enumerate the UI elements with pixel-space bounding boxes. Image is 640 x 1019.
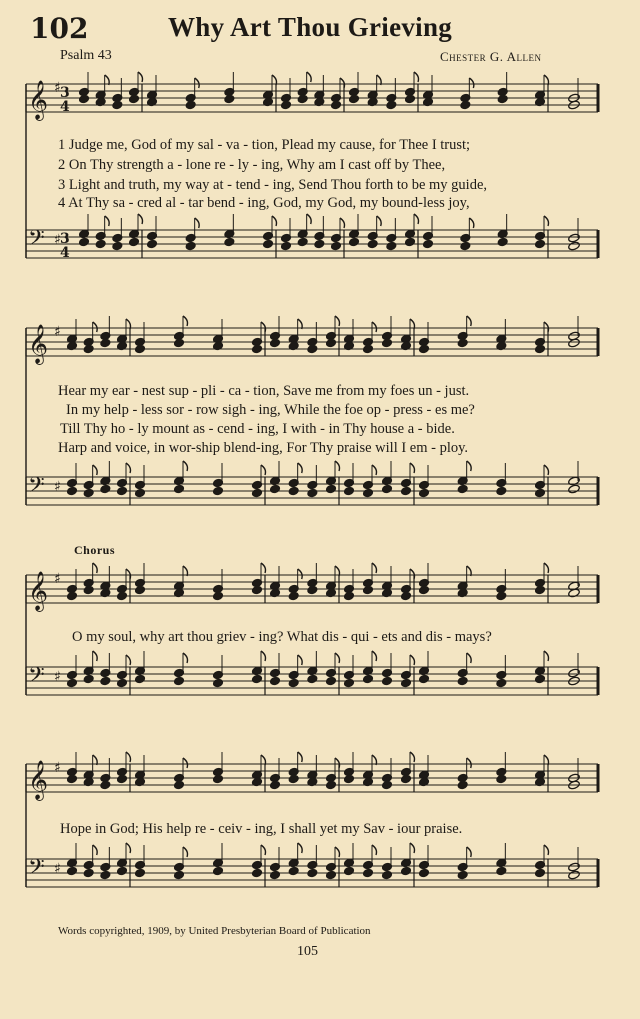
note-head bbox=[147, 239, 158, 248]
note-head bbox=[281, 241, 292, 250]
note-flag bbox=[469, 218, 474, 228]
note-head bbox=[344, 678, 355, 687]
note-head bbox=[344, 591, 355, 600]
note-head bbox=[419, 585, 430, 594]
note-head bbox=[174, 676, 185, 685]
note-head bbox=[297, 94, 308, 103]
note-head bbox=[382, 676, 393, 685]
lyric-line: In my help - less sor - row sigh - ing, While the foe op - press - es me? bbox=[66, 402, 475, 418]
lyric-line: O my soul, why art thou griev - ing? What dis - qui - ets and dis - mays? bbox=[72, 629, 492, 645]
time-signature: 4 bbox=[60, 99, 70, 115]
bass-clef-icon: 𝄢 bbox=[28, 855, 45, 885]
bass-clef-icon: 𝄢 bbox=[28, 226, 45, 256]
sharp-icon: ♯ bbox=[54, 324, 61, 340]
note-head bbox=[79, 237, 90, 246]
lyric-line: 3 Light and truth, my way at - tend - ing, Send Thou forth to be my guide, bbox=[58, 177, 488, 193]
note-head bbox=[270, 338, 281, 347]
note-flag bbox=[183, 847, 188, 857]
note-head bbox=[568, 870, 581, 880]
note-head bbox=[349, 94, 360, 103]
note-head bbox=[344, 774, 355, 783]
note-head bbox=[174, 780, 185, 789]
note-head bbox=[419, 868, 430, 877]
note-flag bbox=[261, 651, 266, 661]
note-head bbox=[307, 344, 318, 353]
note-flag bbox=[377, 216, 382, 226]
note-head bbox=[331, 241, 342, 250]
note-head bbox=[288, 678, 299, 687]
note-flag bbox=[414, 214, 419, 224]
note-head bbox=[135, 674, 146, 683]
note-head bbox=[83, 585, 94, 594]
time-signature: 3 bbox=[60, 85, 70, 101]
note-head bbox=[213, 591, 224, 600]
note-head bbox=[535, 488, 546, 497]
note-head bbox=[288, 486, 299, 495]
note-head bbox=[117, 486, 128, 495]
note-head bbox=[224, 237, 235, 246]
note-head bbox=[535, 868, 546, 877]
note-head bbox=[326, 484, 337, 493]
note-head bbox=[419, 674, 430, 683]
note-head bbox=[401, 486, 412, 495]
note-flag bbox=[372, 465, 377, 475]
note-head bbox=[252, 488, 263, 497]
note-flag bbox=[410, 843, 415, 853]
note-head bbox=[270, 780, 281, 789]
lyric-line: Till Thy ho - ly mount as - cend - ing, I with - in Thy house a - bide. bbox=[60, 421, 455, 437]
note-head bbox=[497, 94, 508, 103]
note-head bbox=[382, 484, 393, 493]
note-flag bbox=[298, 655, 303, 665]
note-head bbox=[535, 344, 546, 353]
note-flag bbox=[307, 214, 312, 224]
note-head bbox=[100, 780, 111, 789]
note-head bbox=[349, 237, 360, 246]
note-head bbox=[135, 585, 146, 594]
note-head bbox=[213, 486, 224, 495]
note-head bbox=[288, 866, 299, 875]
note-head bbox=[213, 678, 224, 687]
note-flag bbox=[544, 845, 549, 855]
note-flag bbox=[138, 72, 143, 82]
note-head bbox=[314, 239, 325, 248]
note-flag bbox=[93, 651, 98, 661]
note-flag bbox=[261, 465, 266, 475]
note-head bbox=[135, 488, 146, 497]
note-head bbox=[117, 678, 128, 687]
note-flag bbox=[126, 463, 131, 473]
hymn-number: 102 bbox=[30, 12, 89, 45]
note-head bbox=[252, 868, 263, 877]
note-flag bbox=[126, 655, 131, 665]
note-flag bbox=[467, 316, 472, 326]
treble-clef-icon: 𝄞 bbox=[28, 80, 49, 120]
note-head bbox=[457, 780, 468, 789]
note-head bbox=[401, 591, 412, 600]
note-head bbox=[100, 676, 111, 685]
note-head bbox=[326, 870, 337, 879]
note-head bbox=[363, 868, 374, 877]
note-head bbox=[363, 585, 374, 594]
note-flag bbox=[544, 563, 549, 573]
note-head bbox=[67, 591, 78, 600]
note-flag bbox=[544, 216, 549, 226]
note-head bbox=[460, 100, 471, 109]
lyric-line: 1 Judge me, God of my sal - va - tion, Plead my cause, for Thee I trust; bbox=[58, 137, 471, 153]
note-flag bbox=[93, 322, 98, 332]
note-flag bbox=[93, 845, 98, 855]
note-head bbox=[67, 678, 78, 687]
note-head bbox=[401, 866, 412, 875]
note-head bbox=[344, 866, 355, 875]
note-head bbox=[497, 237, 508, 246]
note-head bbox=[174, 484, 185, 493]
note-head bbox=[386, 100, 397, 109]
note-head bbox=[307, 585, 318, 594]
lyric-line: Hear my ear - nest sup - pli - ca - tion, Save me from my foes un - just. bbox=[58, 383, 470, 399]
note-flag bbox=[126, 752, 131, 762]
note-head bbox=[496, 678, 507, 687]
note-head bbox=[174, 870, 185, 879]
note-flag bbox=[410, 655, 415, 665]
note-head bbox=[307, 488, 318, 497]
note-flag bbox=[93, 563, 98, 573]
copyright-notice: Words copyrighted, 1909, by United Presbyterian Board of Publication bbox=[58, 925, 371, 937]
note-head bbox=[535, 674, 546, 683]
note-flag bbox=[298, 843, 303, 853]
note-head bbox=[331, 100, 342, 109]
time-signature: 3 bbox=[60, 231, 70, 247]
lyric-line: 4 At Thy sa - cred al - tar bend - ing, God, my God, my bound-less joy, bbox=[58, 195, 470, 211]
note-flag bbox=[544, 651, 549, 661]
note-flag bbox=[195, 78, 200, 88]
note-head bbox=[457, 870, 468, 879]
note-head bbox=[185, 100, 196, 109]
note-head bbox=[83, 344, 94, 353]
note-head bbox=[270, 676, 281, 685]
lyric-line: 2 On Thy strength a - lone re - ly - ing, Why am I cast off by Thee, bbox=[58, 157, 446, 173]
note-flag bbox=[335, 461, 340, 471]
note-head bbox=[568, 484, 581, 494]
note-head bbox=[67, 774, 78, 783]
note-head bbox=[100, 338, 111, 347]
note-flag bbox=[410, 752, 415, 762]
note-head bbox=[67, 866, 78, 875]
note-head bbox=[568, 241, 581, 251]
note-head bbox=[129, 237, 140, 246]
note-head bbox=[117, 774, 128, 783]
note-flag bbox=[93, 465, 98, 475]
note-head bbox=[496, 866, 507, 875]
note-head bbox=[174, 338, 185, 347]
composer-credit: Chester G. Allen bbox=[440, 49, 542, 64]
note-head bbox=[419, 344, 430, 353]
note-head bbox=[419, 488, 430, 497]
note-head bbox=[382, 338, 393, 347]
note-head bbox=[83, 868, 94, 877]
note-flag bbox=[410, 569, 415, 579]
lyric-line: Hope in God; His help re - ceiv - ing, I shall yet my Sav - iour praise. bbox=[60, 821, 463, 837]
note-flag bbox=[544, 465, 549, 475]
note-head bbox=[252, 585, 263, 594]
note-flag bbox=[183, 758, 188, 768]
time-signature: 4 bbox=[60, 245, 70, 261]
note-head bbox=[112, 100, 123, 109]
note-head bbox=[288, 774, 299, 783]
note-head bbox=[307, 674, 318, 683]
note-head bbox=[401, 678, 412, 687]
note-flag bbox=[372, 563, 377, 573]
note-flag bbox=[544, 322, 549, 332]
note-head bbox=[496, 486, 507, 495]
note-flag bbox=[272, 216, 277, 226]
note-head bbox=[263, 239, 274, 248]
note-head bbox=[117, 866, 128, 875]
note-head bbox=[270, 484, 281, 493]
note-flag bbox=[340, 78, 345, 88]
note-head bbox=[79, 94, 90, 103]
treble-clef-icon: 𝄞 bbox=[28, 760, 49, 800]
note-flag bbox=[183, 461, 188, 471]
note-head bbox=[117, 591, 128, 600]
sharp-icon: ♯ bbox=[54, 232, 61, 248]
note-head bbox=[281, 100, 292, 109]
lyric-line: Harp and voice, in wor-ship blend-ing, For Thy praise will I em - ploy. bbox=[58, 440, 469, 456]
note-head bbox=[535, 239, 546, 248]
note-flag bbox=[298, 463, 303, 473]
sharp-icon: ♯ bbox=[54, 80, 61, 96]
note-flag bbox=[469, 78, 474, 88]
note-head bbox=[112, 241, 123, 250]
note-flag bbox=[183, 653, 188, 663]
note-flag bbox=[335, 316, 340, 326]
note-head bbox=[367, 239, 378, 248]
note-flag bbox=[298, 569, 303, 579]
note-flag bbox=[410, 463, 415, 473]
note-head bbox=[405, 237, 416, 246]
note-flag bbox=[372, 322, 377, 332]
note-head bbox=[326, 338, 337, 347]
note-flag bbox=[195, 218, 200, 228]
note-head bbox=[213, 866, 224, 875]
note-head bbox=[344, 486, 355, 495]
note-flag bbox=[261, 563, 266, 573]
note-head bbox=[67, 486, 78, 495]
note-head bbox=[100, 484, 111, 493]
note-flag bbox=[307, 72, 312, 82]
sharp-icon: ♯ bbox=[54, 760, 61, 776]
note-head bbox=[135, 868, 146, 877]
note-flag bbox=[126, 843, 131, 853]
note-head bbox=[307, 868, 318, 877]
note-head bbox=[363, 344, 374, 353]
note-head bbox=[457, 484, 468, 493]
note-head bbox=[95, 239, 106, 248]
note-head bbox=[363, 488, 374, 497]
note-head bbox=[213, 774, 224, 783]
note-head bbox=[496, 774, 507, 783]
note-head bbox=[100, 870, 111, 879]
sharp-icon: ♯ bbox=[54, 571, 61, 587]
note-head bbox=[386, 241, 397, 250]
note-head bbox=[83, 488, 94, 497]
note-flag bbox=[467, 653, 472, 663]
bass-clef-icon: 𝄢 bbox=[28, 663, 45, 693]
note-flag bbox=[261, 845, 266, 855]
note-head bbox=[135, 344, 146, 353]
sharp-icon: ♯ bbox=[54, 669, 61, 685]
note-flag bbox=[414, 72, 419, 82]
note-head bbox=[405, 94, 416, 103]
note-flag bbox=[335, 653, 340, 663]
hymn-title: Why Art Thou Grieving bbox=[168, 12, 453, 42]
treble-clef-icon: 𝄞 bbox=[28, 571, 49, 611]
note-flag bbox=[372, 651, 377, 661]
note-head bbox=[83, 674, 94, 683]
note-flag bbox=[467, 847, 472, 857]
chorus-label: Chorus bbox=[74, 543, 116, 557]
note-head bbox=[423, 239, 434, 248]
note-flag bbox=[340, 218, 345, 228]
note-head bbox=[535, 585, 546, 594]
note-head bbox=[252, 344, 263, 353]
note-head bbox=[382, 870, 393, 879]
note-flag bbox=[467, 461, 472, 471]
scripture-source: Psalm 43 bbox=[60, 48, 112, 63]
note-head bbox=[457, 338, 468, 347]
note-flag bbox=[261, 322, 266, 332]
note-head bbox=[326, 780, 337, 789]
note-flag bbox=[183, 316, 188, 326]
note-head bbox=[297, 237, 308, 246]
note-head bbox=[288, 591, 299, 600]
note-head bbox=[224, 94, 235, 103]
note-head bbox=[401, 774, 412, 783]
note-head bbox=[185, 241, 196, 250]
note-flag bbox=[126, 569, 131, 579]
page-number: 105 bbox=[297, 944, 318, 959]
note-flag bbox=[335, 847, 340, 857]
sharp-icon: ♯ bbox=[54, 479, 61, 495]
note-head bbox=[382, 780, 393, 789]
note-flag bbox=[467, 758, 472, 768]
note-flag bbox=[335, 758, 340, 768]
bass-clef-icon: 𝄢 bbox=[28, 473, 45, 503]
note-head bbox=[457, 676, 468, 685]
note-head bbox=[129, 94, 140, 103]
note-head bbox=[326, 676, 337, 685]
note-head bbox=[460, 241, 471, 250]
note-flag bbox=[298, 752, 303, 762]
note-head bbox=[270, 870, 281, 879]
note-flag bbox=[105, 216, 110, 226]
treble-clef-icon: 𝄞 bbox=[28, 324, 49, 364]
note-flag bbox=[138, 214, 143, 224]
sharp-icon: ♯ bbox=[54, 861, 61, 877]
note-head bbox=[252, 674, 263, 683]
note-head bbox=[496, 591, 507, 600]
note-head bbox=[363, 674, 374, 683]
note-flag bbox=[372, 845, 377, 855]
